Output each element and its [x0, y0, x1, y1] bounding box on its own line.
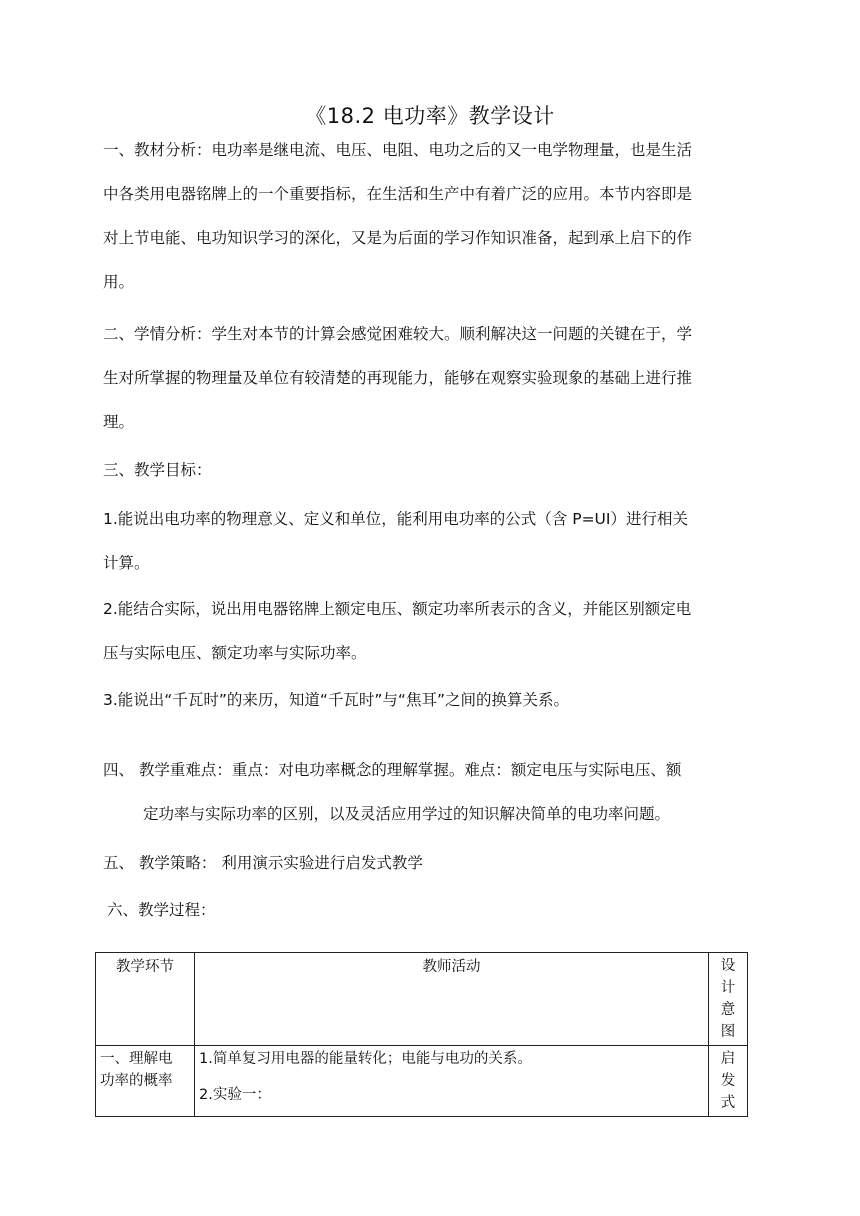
document-title: 《18.2 电功率》教学设计 [305, 104, 555, 128]
section-key-points [103, 748, 760, 836]
text-line: 一、教材分析：电功率是继电流、电压、电阻、电功之后的又一电学物理量，也是生活 [103, 141, 693, 159]
intent-char: 式 [720, 1095, 736, 1111]
header-stage: 教学环节 [96, 953, 195, 1046]
intent-cell [709, 1046, 748, 1117]
goal-3: 3.能说出“千瓦时”的来历，知道“千瓦时”与“焦耳”之间的换算关系。 [103, 691, 569, 709]
text-line: 计算。 [103, 554, 150, 572]
intent-char: 发 [720, 1073, 736, 1089]
text-line: 定功率与实际功率的区别，以及灵活应用学过的知识解决简单的电功率问题。 [143, 805, 671, 823]
header-char: 设 [720, 958, 736, 974]
text-line: 二、学情分析：学生对本节的计算会感觉困难较大。顺利解决这一问题的关键在于，学 [103, 325, 693, 343]
table-header-row [96, 953, 748, 1046]
stage-text: 一、理解电 [100, 1051, 173, 1067]
intent-char: 启 [720, 1051, 736, 1067]
text-line: 1.能说出电功率的物理意义、定义和单位，能利用电功率的公式（含 P=UI）进行相关 [103, 510, 688, 528]
section-strategy: 五、 教学策略： 利用演示实验进行启发式教学 [103, 854, 423, 872]
header-char: 图 [720, 1024, 736, 1040]
text-line: 生对所掌握的物理量及单位有较清楚的再现能力，能够在观察实验现象的基础上进行推 [103, 369, 693, 387]
activity-cell [195, 1046, 709, 1117]
header-teacher-activity: 教师活动 [195, 953, 709, 1046]
header-char: 计 [720, 980, 736, 996]
text-line: 压与实际电压、额定功率与实际功率。 [103, 644, 367, 662]
header-char: 意 [720, 1002, 736, 1018]
text-line: 中各类用电器铭牌上的一个重要指标，在生活和生产中有着广泛的应用。本节内容即是 [103, 185, 693, 203]
stage-text: 功率的概率 [100, 1073, 173, 1089]
text-line: 四、 教学重难点：重点：对电功率概念的理解掌握。难点：额定电压与实际电压、额 [103, 761, 682, 779]
goal-2 [103, 587, 760, 675]
teaching-process-table [95, 952, 748, 1117]
activity-text: 1.简单复习用电器的能量转化；电能与电功的关系。 [199, 1051, 532, 1067]
header-design-intent [709, 953, 748, 1046]
text-line: 用。 [103, 273, 135, 291]
section-student-analysis [103, 312, 760, 444]
text-line: 2.能结合实际，说出用电器铭牌上额定电压、额定功率所表示的含义，并能区别额定电 [103, 600, 692, 618]
section-textbook-analysis [103, 128, 760, 304]
section-teaching-goals-heading: 三、教学目标： [103, 461, 212, 479]
activity-text: 2.实验一： [199, 1087, 271, 1103]
goal-1 [103, 497, 760, 585]
table-row [96, 1046, 748, 1117]
text-line: 对上节电能、电功知识学习的深化，又是为后面的学习作知识准备，起到承上启下的作 [103, 229, 693, 247]
section-process-heading: 六、教学过程： [107, 901, 216, 919]
text-line: 理。 [103, 413, 135, 431]
stage-cell [96, 1046, 195, 1117]
